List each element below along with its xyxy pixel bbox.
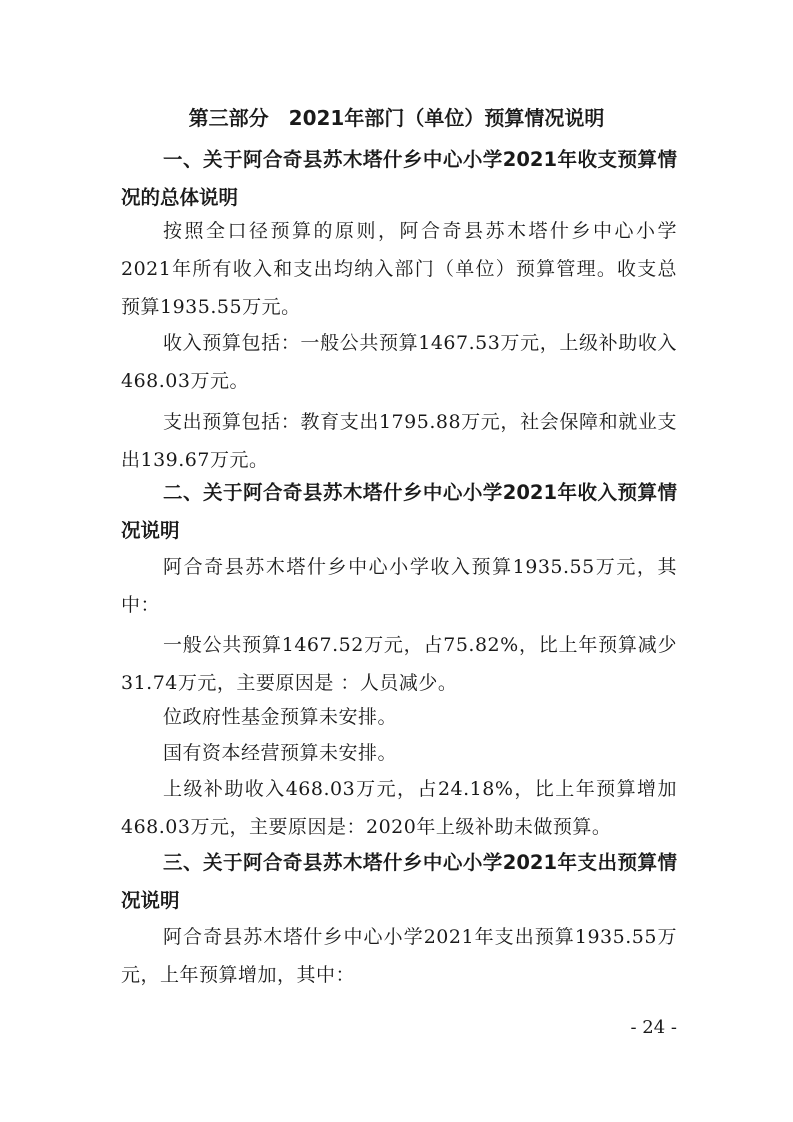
page-number: - 24 - (630, 1017, 677, 1038)
section-2-heading: 二、关于阿合奇县苏木塔什乡中心小学2021年收入预算情况说明 (121, 481, 677, 542)
section-2-paragraph-4: 国有资本经营预算未安排。 (163, 742, 398, 764)
section-2-paragraph-1: 阿合奇县苏木塔什乡中心小学收入预算1935.55万元，其中： (121, 556, 677, 616)
section-1-heading: 一、关于阿合奇县苏木塔什乡中心小学2021年收支预算情况的总体说明 (121, 148, 677, 209)
section-1-paragraph-3: 支出预算包括：教育支出1795.88万元，社会保障和就业支出139.67万元。 (121, 411, 677, 471)
section-1-paragraph-1: 按照全口径预算的原则，阿合奇县苏木塔什乡中心小学2021年所有收入和支出均纳入部门（单位）预算管理。收支总预算1935.55万元。 (121, 220, 677, 318)
section-2-paragraph-2: 一般公共预算1467.52万元，占75.82%，比上年预算减少31.74万元，主要原因是 ：人员减少。 (121, 634, 677, 694)
section-2-paragraph-3: 位政府性基金预算未安排。 (163, 706, 398, 728)
section-3-paragraph-1: 阿合奇县苏木塔什乡中心小学2021年支出预算1935.55万元，上年预算增加，其中： (121, 926, 677, 986)
section-3-heading: 三、关于阿合奇县苏木塔什乡中心小学2021年支出预算情况说明 (121, 851, 677, 912)
section-1-paragraph-2: 收入预算包括：一般公共预算1467.53万元，上级补助收入468.03万元。 (121, 332, 677, 392)
section-2-paragraph-5: 上级补助收入468.03万元，占24.18%，比上年预算增加468.03万元，主要原因是：2020年上级补助未做预算。 (121, 778, 677, 838)
page-title: 第三部分 2021年部门（单位）预算情况说明 (188, 106, 605, 130)
